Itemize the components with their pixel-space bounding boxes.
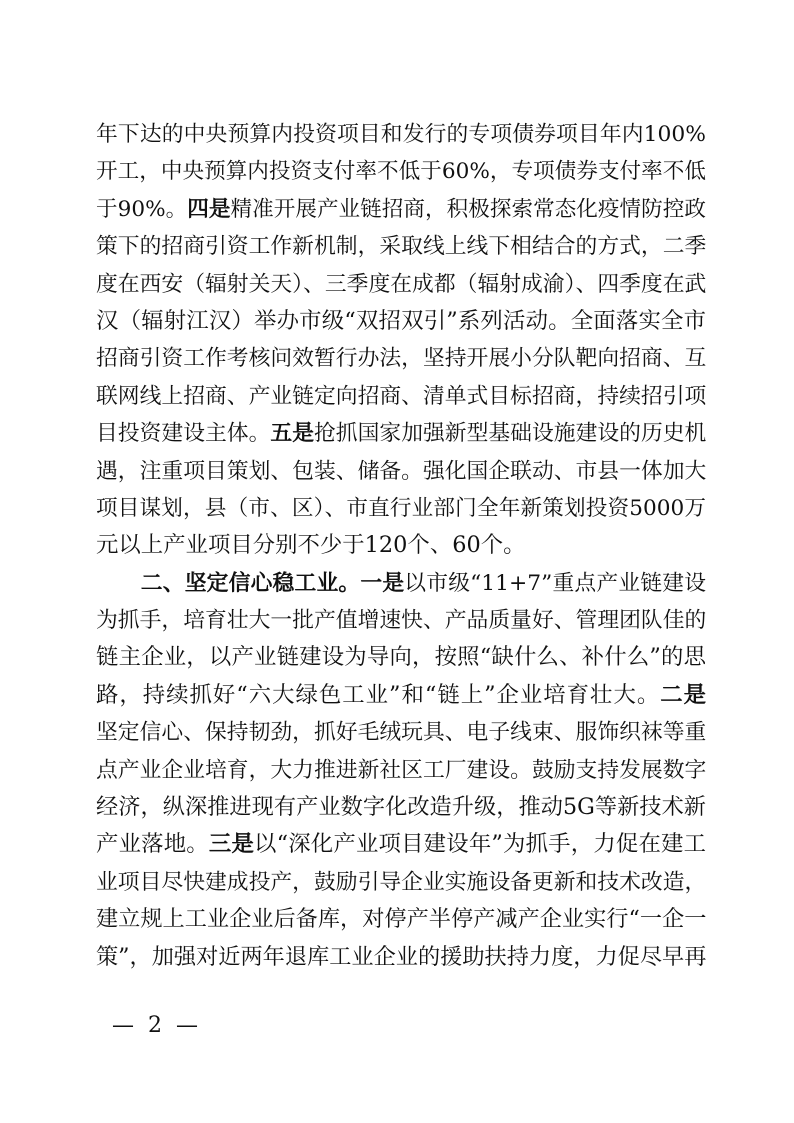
text-segment: 项目谋划，县（市、区）、市直行业部门全年新策划投资5000万 [96,495,706,521]
text-line [96,677,706,714]
text-segment: 元以上产业项目分别不少于120个、60个。 [96,532,526,559]
text-line [96,864,706,901]
bold-phrase: 五是 [270,421,314,447]
text-segment: 抢抓国家加强新型基础设施建设的历史机 [314,421,707,447]
text-segment: 产业落地。 [96,831,209,858]
text-segment: 精准开展产业链招商，积极探索常态化疫情防控政 [230,196,706,222]
text-segment: 坚定信心、保持韧劲，抓好毛绒玩具、电子线束、服饰织袜等重 [96,720,707,746]
text-line [96,752,706,789]
text-segment: 业项目尽快建成投产，鼓励引导企业实施设备更新和技术改造， [96,869,707,895]
text-segment: 为抓手，培育壮大一批产值增速快、产品质量好、管理团队佳的 [96,608,707,634]
text-segment: 路，持续抓好“六大绿色工业”和“链上”企业培育壮大。 [96,681,661,708]
text-line [96,303,706,340]
text-line [96,901,706,938]
body-text [96,116,706,976]
text-segment: 建立规上工业企业后备库，对停产半停产减产企业实行“一企一 [96,906,707,933]
text-line [96,415,706,452]
text-line [96,639,706,676]
bold-phrase: 三是 [208,831,255,858]
text-segment: 汉（辐射江汉）举办市级“双招双引”系列活动。全面落实全市 [96,307,706,334]
text-line [96,116,706,153]
text-line [96,453,706,490]
bold-phrase: 二、坚定信心稳工业。 [140,570,361,596]
bold-phrase: 四是 [187,196,231,222]
text-segment: 经济，纵深推进现有产业数字化改造升级，推动5G等新技术新 [96,794,706,821]
text-line [96,602,706,639]
text-segment: 以市级“11+7”重点产业链建设 [404,570,706,596]
text-line [96,191,706,228]
text-segment: 链主企业，以产业链建设为导向，按照“缺什么、补什么”的思 [96,644,706,671]
text-segment: 于90%。 [96,196,188,222]
bold-phrase: 一是 [360,570,405,596]
text-line [96,228,706,265]
text-line [96,714,706,751]
text-segment: 度在西安（辐射关天）、三季度在成都（辐射成渝）、四季度在武 [96,271,707,297]
text-line [96,527,706,564]
text-line [96,789,706,826]
text-line [96,939,706,976]
text-segment: 策下的招商引资工作新机制，采取线上线下相结合的方式，二季 [96,234,707,260]
text-line [96,490,706,527]
text-segment: 招商引资工作考核问效暂行办法，坚持开展小分队靶向招商、互 [96,346,707,372]
text-segment: 遇，注重项目策划、包装、储备。强化国企联动、市县一体加大 [96,458,707,484]
text-line [96,565,706,602]
text-segment: 年下达的中央预算内投资项目和发行的专项债券项目年内100% [96,122,706,147]
text-line [96,378,706,415]
text-segment: 点产业企业培育，大力推进新社区工厂建设。鼓励支持发展数字 [96,757,707,783]
bold-phrase: 二是 [660,681,706,708]
text-line [96,826,706,863]
text-segment: 目投资建设主体。 [96,421,271,447]
text-segment: 策”，加强对近两年退库工业企业的援助扶持力度，力促尽早再 [96,943,707,970]
text-line [96,340,706,377]
page-number: — 2 — [112,1013,198,1038]
text-line [96,153,706,190]
text-segment: 以“深化产业项目建设年”为抓手，力促在建工 [254,831,707,858]
text-line [96,266,706,303]
text-segment: 联网线上招商、产业链定向招商、清单式目标招商，持续招引项 [96,383,707,409]
text-segment: 开工，中央预算内投资支付率不低于60%，专项债券支付率不低 [96,159,706,185]
